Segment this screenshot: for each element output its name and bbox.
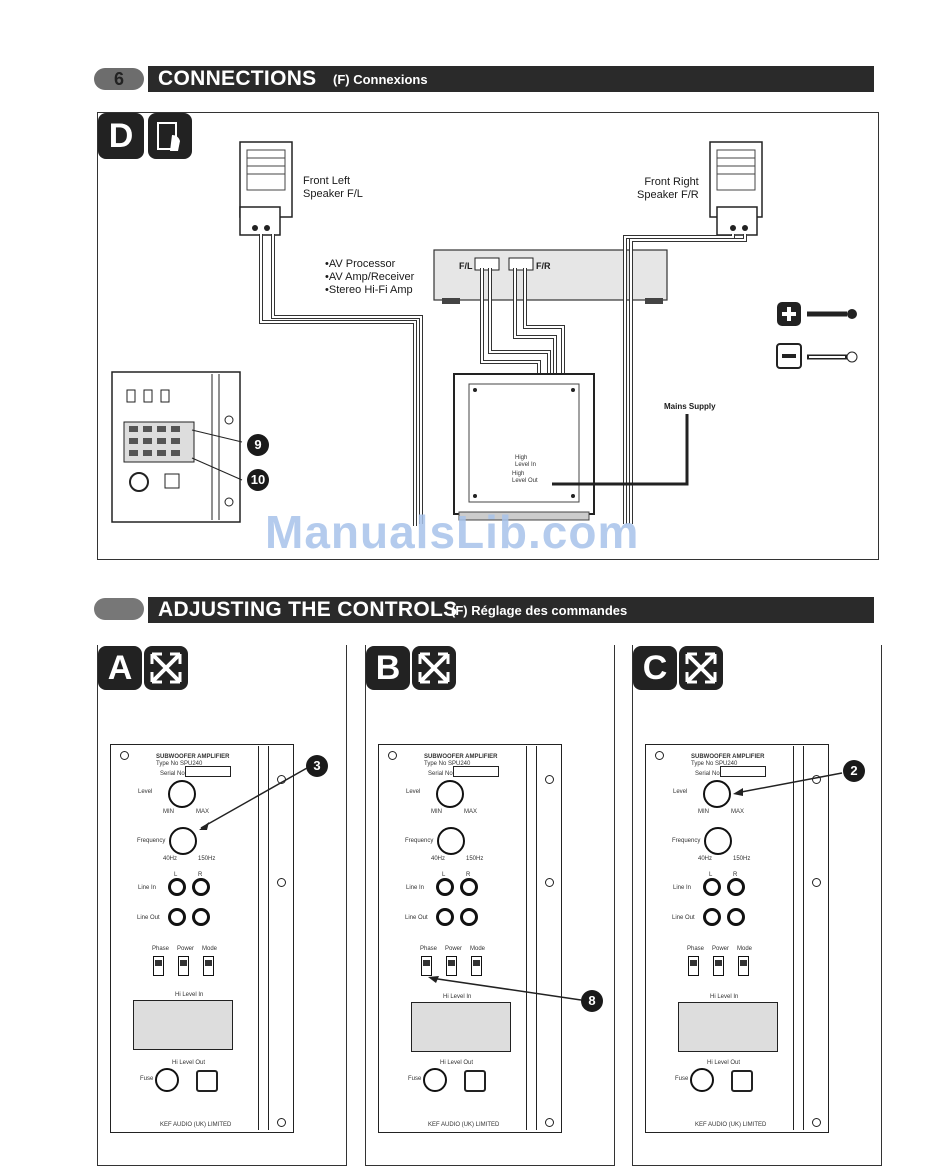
input-l: L: [442, 872, 446, 878]
input-l: L: [709, 872, 713, 878]
panel-letter-text: A: [107, 649, 133, 687]
amp-title: SUBWOOFER AMPLIFIER: [156, 754, 230, 760]
maker-label: KEF AUDIO (UK) LIMITED: [160, 1122, 232, 1128]
line-in-right-jack[interactable]: [727, 878, 745, 896]
fuse-label: Fuse: [408, 1076, 422, 1082]
level-min: MIN: [698, 809, 709, 815]
level-min: MIN: [163, 809, 174, 815]
serial-label: Serial No: [160, 771, 185, 777]
expand-arrows-icon: [144, 646, 188, 690]
level-min: MIN: [431, 809, 442, 815]
line-in-left-jack[interactable]: [168, 878, 186, 896]
hi-level-out-label: Hi Level Out: [172, 1060, 206, 1066]
source-item: •AV Amp/Receiver: [325, 271, 415, 283]
serial-label: Serial No: [428, 771, 453, 777]
line-out-right-jack[interactable]: [192, 908, 210, 926]
freq-low: 40Hz: [163, 856, 178, 862]
hi-level-out-label: Hi Level Out: [707, 1060, 741, 1066]
panel-letter-text: B: [375, 649, 401, 687]
front-right-label: Front Right Speaker F/R: [637, 176, 699, 201]
mode-label: Mode: [470, 946, 486, 952]
adjusting-banner: [148, 597, 874, 623]
amp-title: SUBWOOFER AMPLIFIER: [424, 754, 498, 760]
amp-type: Type No SPU240: [156, 761, 203, 767]
callout-8: 8: [581, 990, 603, 1012]
serial-label: Serial No: [695, 771, 720, 777]
input-l: L: [174, 872, 178, 878]
fuse-label: Fuse: [675, 1076, 689, 1082]
section-number: 6: [113, 69, 124, 89]
mains-socket[interactable]: [731, 1070, 753, 1092]
power-label: Power: [445, 946, 463, 952]
line-out-label: Line Out: [672, 915, 695, 921]
line-in-right-jack[interactable]: [460, 878, 478, 896]
maker-label: KEF AUDIO (UK) LIMITED: [428, 1122, 500, 1128]
hi-level-terminal-block[interactable]: [133, 1000, 233, 1050]
frequency-label: Frequency: [405, 838, 434, 844]
hi-level-out-label: Hi Level Out: [440, 1060, 474, 1066]
mode-switch[interactable]: [738, 956, 749, 976]
freq-low: 40Hz: [698, 856, 713, 862]
input-r: R: [466, 872, 471, 878]
frequency-knob[interactable]: [437, 827, 465, 855]
line-out-left-jack[interactable]: [168, 908, 186, 926]
level-label: Level: [673, 789, 688, 795]
mains-socket[interactable]: [196, 1070, 218, 1092]
fuse-holder[interactable]: [690, 1068, 714, 1092]
phase-label: Phase: [152, 946, 170, 952]
section-subtitle: (F) Réglage des commandes: [451, 603, 628, 618]
front-right-speaker-drawing: [710, 142, 762, 235]
line-in-label: Line In: [406, 885, 425, 891]
section-title: CONNECTIONS: [158, 67, 317, 90]
level-knob[interactable]: [703, 780, 731, 808]
amp-type: Type No SPU240: [424, 761, 471, 767]
mode-label: Mode: [737, 946, 753, 952]
mains-supply-label: Mains Supply: [664, 402, 716, 411]
fuse-holder[interactable]: [155, 1068, 179, 1092]
line-out-left-jack[interactable]: [436, 908, 454, 926]
section-subtitle: (F) Connexions: [333, 72, 428, 87]
freq-high: 150Hz: [733, 856, 751, 862]
subwoofer-drawing: [454, 374, 594, 514]
hi-level-in-label: Hi Level In: [443, 994, 472, 1000]
hi-level-in-label: Hi Level In: [710, 994, 739, 1000]
callout-9: 9: [247, 434, 269, 456]
callout-3: 3: [306, 755, 328, 777]
panel-letter: [633, 646, 677, 690]
freq-low: 40Hz: [431, 856, 446, 862]
power-label: Power: [712, 946, 730, 952]
input-r: R: [198, 872, 203, 878]
frequency-knob[interactable]: [169, 827, 197, 855]
line-out-right-jack[interactable]: [460, 908, 478, 926]
input-r: R: [733, 872, 738, 878]
level-max: MAX: [464, 809, 478, 815]
line-out-label: Line Out: [137, 915, 160, 921]
connections-wiring-drawing: [97, 112, 877, 558]
power-switch[interactable]: [713, 956, 724, 976]
line-in-left-jack[interactable]: [436, 878, 454, 896]
amp-fl-label: F/L: [459, 261, 473, 271]
mode-switch[interactable]: [203, 956, 214, 976]
source-item: •Stereo Hi-Fi Amp: [325, 284, 413, 296]
line-in-left-jack[interactable]: [703, 878, 721, 896]
source-item: •AV Processor: [325, 258, 396, 270]
frequency-label: Frequency: [137, 838, 166, 844]
hi-level-in-label: Hi Level In: [175, 992, 204, 998]
panel-letter: [98, 646, 142, 690]
line-in-label: Line In: [673, 885, 692, 891]
level-label: Level: [138, 789, 153, 795]
line-out-label: Line Out: [405, 915, 428, 921]
fuse-holder[interactable]: [423, 1068, 447, 1092]
line-in-label: Line In: [138, 885, 157, 891]
level-max: MAX: [196, 809, 210, 815]
phase-switch[interactable]: [688, 956, 699, 976]
front-left-label: Front Left Speaker F/L: [303, 175, 363, 200]
line-in-right-jack[interactable]: [192, 878, 210, 896]
line-out-left-jack[interactable]: [703, 908, 721, 926]
high-level-out-label: High Level Out: [512, 471, 538, 484]
fuse-label: Fuse: [140, 1076, 154, 1082]
watermark: ManualsLib.com: [265, 506, 640, 558]
section-title: ADJUSTING THE CONTROLS: [158, 598, 458, 621]
frequency-label: Frequency: [672, 838, 701, 844]
callout-10: 10: [247, 469, 269, 491]
amp-fr-label: F/R: [536, 261, 551, 271]
phase-label: Phase: [420, 946, 438, 952]
panel-letter: [366, 646, 410, 690]
amp-type: Type No SPU240: [691, 761, 738, 767]
level-label: Level: [406, 789, 421, 795]
mode-label: Mode: [202, 946, 218, 952]
diagram-letter-text: D: [108, 117, 134, 155]
power-switch[interactable]: [178, 956, 189, 976]
phase-label: Phase: [687, 946, 705, 952]
callout-2: 2: [843, 760, 865, 782]
expand-arrows-icon: [412, 646, 456, 690]
frequency-knob[interactable]: [704, 827, 732, 855]
amp-title: SUBWOOFER AMPLIFIER: [691, 754, 765, 760]
line-out-right-jack[interactable]: [727, 908, 745, 926]
source-list: [325, 258, 414, 297]
maker-label: KEF AUDIO (UK) LIMITED: [695, 1122, 767, 1128]
high-level-in-label: High Level In: [515, 455, 537, 468]
hi-level-terminal-block[interactable]: [678, 1002, 778, 1052]
level-max: MAX: [731, 809, 745, 815]
freq-high: 150Hz: [198, 856, 216, 862]
section-marker: [94, 598, 144, 620]
front-left-speaker-drawing: [240, 142, 292, 235]
expand-arrows-icon: [679, 646, 723, 690]
freq-high: 150Hz: [466, 856, 484, 862]
level-knob[interactable]: [168, 780, 196, 808]
connections-banner: [148, 66, 874, 92]
level-knob[interactable]: [436, 780, 464, 808]
phase-switch[interactable]: [153, 956, 164, 976]
mains-socket[interactable]: [464, 1070, 486, 1092]
section-number-badge: [94, 68, 144, 90]
panel-letter-text: C: [642, 649, 668, 687]
power-label: Power: [177, 946, 195, 952]
